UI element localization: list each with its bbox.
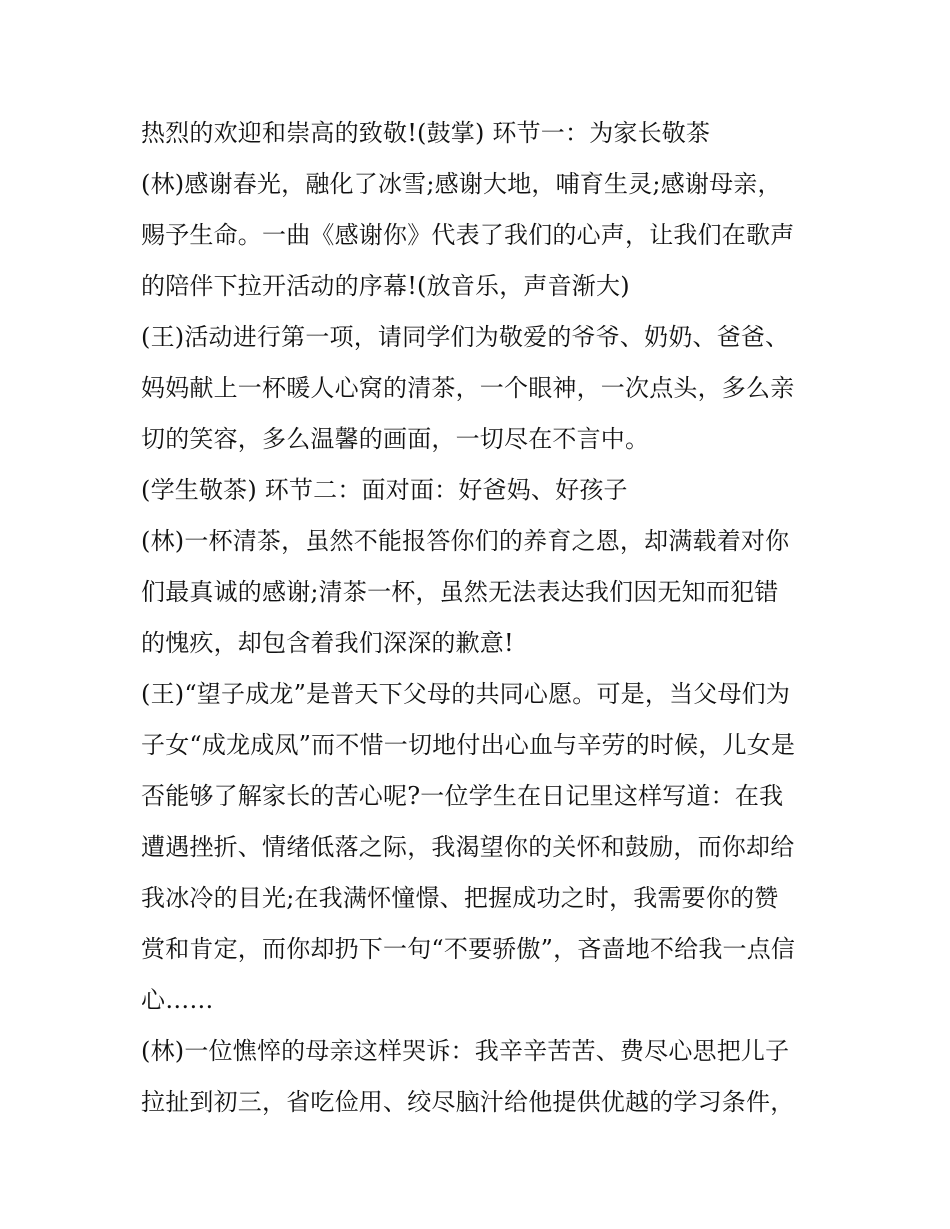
text-line-13: 子女“成龙成凤”而不惜一切地付出心血与辛劳的时候，儿女是 (141, 731, 796, 759)
text-line-16: 我冰冷的目光;在我满怀憧憬、把握成功之时，我需要你的赞 (141, 884, 779, 912)
text-line-1: 热烈的欢迎和崇高的致敬!(鼓掌) 环节一：为家长敬茶 (141, 119, 711, 147)
text-line-12: (王)“望子成龙”是普天下父母的共同心愿。可是，当父母们为 (141, 680, 791, 708)
text-line-5: (王)活动进行第一项，请同学们为敬爱的爷爷、奶奶、爸爸、 (141, 323, 790, 351)
text-line-7: 切的笑容，多么温馨的画面，一切尽在不言中。 (141, 425, 650, 453)
text-line-4: 的陪伴下拉开活动的序幕!(放音乐，声音渐大) (141, 272, 630, 300)
document-body (141, 108, 821, 1128)
text-line-10: 们最真诚的感谢;清茶一杯，虽然无法表达我们因无知而犯错 (141, 578, 779, 606)
text-line-11: 的愧疚，却包含着我们深深的歉意! (141, 629, 514, 657)
text-line-2: (林)感谢春光，融化了冰雪;感谢大地，哺育生灵;感谢母亲， (141, 170, 782, 198)
text-line-8: (学生敬茶) 环节二：面对面：好爸妈、好孩子 (141, 476, 628, 504)
text-line-9: (林)一杯清茶，虽然不能报答你们的养育之恩，却满载着对你 (141, 527, 790, 555)
text-line-17: 赏和肯定，而你却扔下一句“不要骄傲”，吝啬地不给我一点信 (141, 935, 796, 963)
text-line-3: 赐予生命。一曲《感谢你》代表了我们的心声，让我们在歌声 (141, 221, 795, 249)
text-line-19: (林)一位憔悴的母亲这样哭诉：我辛辛苦苦、费尽心思把儿子 (141, 1037, 790, 1065)
text-line-20: 拉扯到初三，省吃俭用、绞尽脑汁给他提供优越的学习条件， (141, 1088, 795, 1116)
text-line-15: 遭遇挫折、情绪低落之际，我渴望你的关怀和鼓励，而你却给 (141, 833, 795, 861)
text-line-6: 妈妈献上一杯暖人心窝的清茶，一个眼神，一次点头，多么亲 (141, 374, 795, 402)
text-line-18: 心…… (141, 986, 214, 1014)
text-line-14: 否能够了解家长的苦心呢?一位学生在日记里这样写道：在我 (141, 782, 784, 810)
